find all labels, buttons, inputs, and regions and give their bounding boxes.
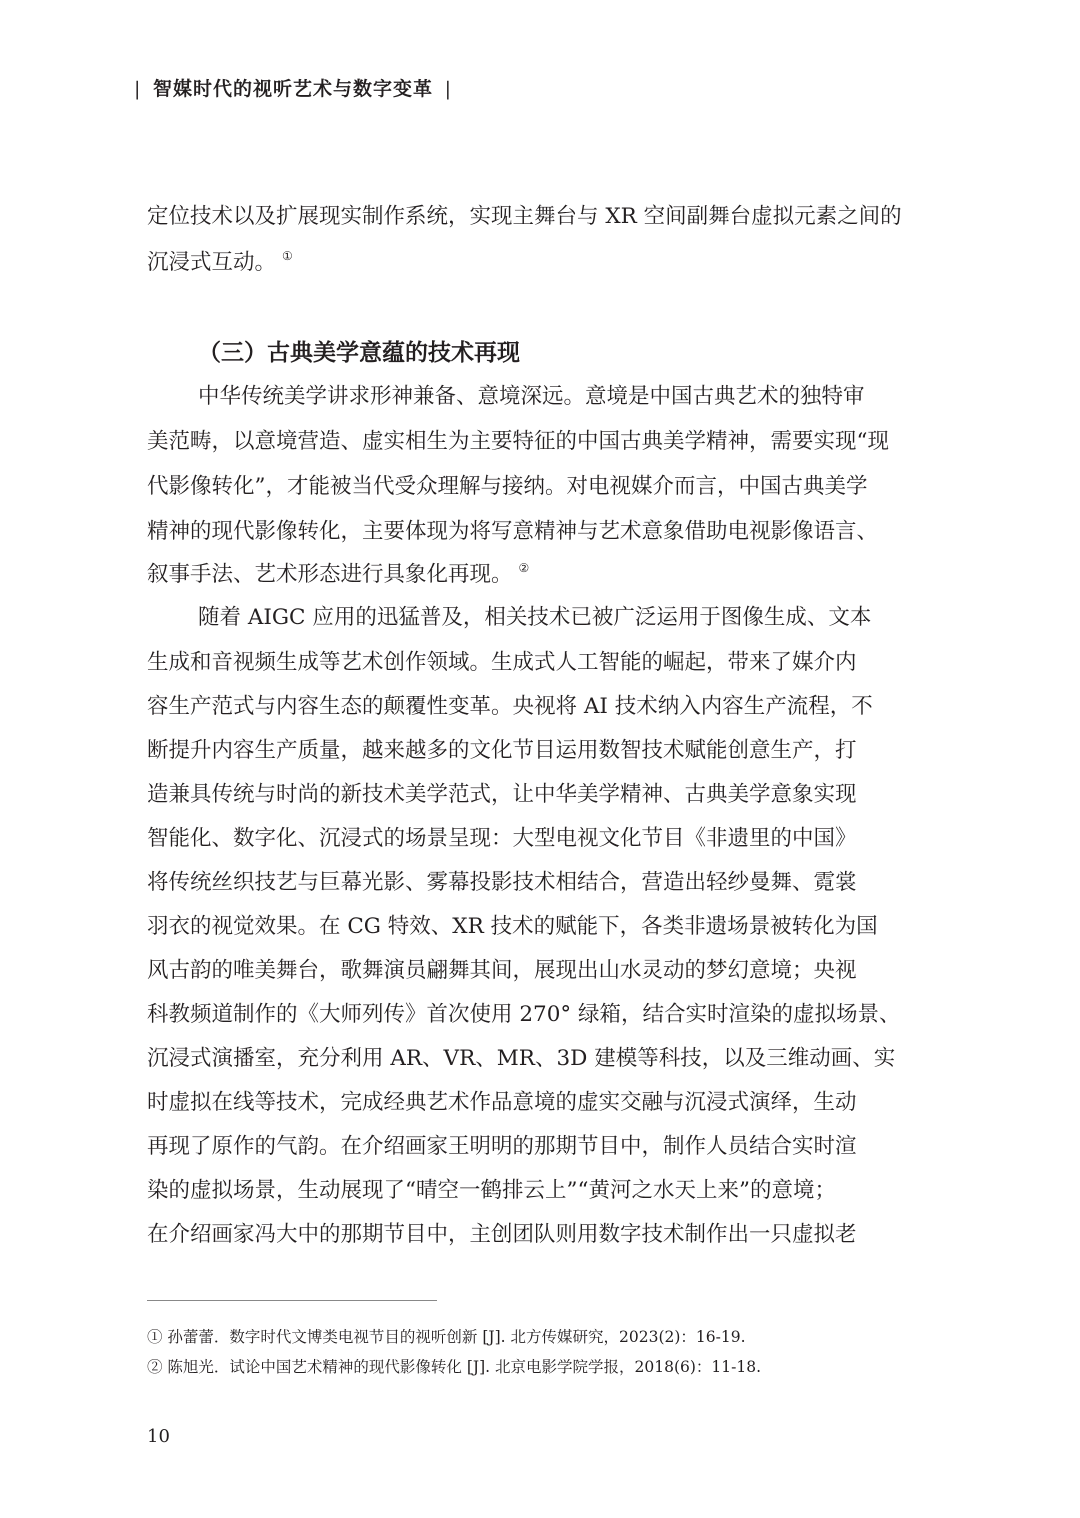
page-number: 10 (147, 1426, 170, 1447)
text-line: 染的虚拟场景，生动展现了“晴空一鹤排云上”“黄河之水天上来”的意境； (147, 1178, 836, 1203)
text-line-content: 沉浸式互动。 (147, 250, 277, 275)
running-head-right-bar: | (444, 78, 453, 100)
footnote-marker: ① (282, 249, 293, 263)
text-line: 时虚拟在线等技术，完成经典艺术作品意境的虚实交融与沉浸式演绎，生动 (147, 1090, 857, 1115)
text-line: 断提升内容生产质量，越来越多的文化节目运用数智技术赋能创意生产，打 (147, 738, 857, 763)
text-line: 风古韵的唯美舞台，歌舞演员翩舞其间，展现出山水灵动的梦幻意境；央视 (147, 958, 857, 983)
text-line: 精神的现代影像转化，主要体现为将写意精神与艺术意象借助电视影像语言、 (147, 519, 879, 544)
text-line (147, 557, 529, 588)
running-head-title: 智媒时代的视听艺术与数字变革 (153, 78, 434, 100)
text-line: 容生产范式与内容生态的颠覆性变革。央视将 AI 技术纳入内容生产流程，不 (147, 694, 873, 719)
text-line: 再现了原作的气韵。在介绍画家王明明的那期节目中，制作人员结合实时渲 (147, 1134, 857, 1159)
text-line-content: 叙事手法、艺术形态进行具象化再现。 (147, 562, 513, 587)
running-head-left-bar: | (134, 78, 142, 100)
footnote-1: ① 孙蕾蕾．数字时代文博类电视节目的视听创新 [J]. 北方传媒研究，2023(2)：16-19. (147, 1328, 746, 1346)
text-line: 在介绍画家冯大中的那期节目中，主创团队则用数字技术制作出一只虚拟老 (147, 1222, 857, 1247)
text-line: 美范畴，以意境营造、虚实相生为主要特征的中国古典美学精神，需要实现“现 (147, 429, 889, 454)
footnote-2: ② 陈旭光．试论中国艺术精神的现代影像转化 [J]. 北京电影学院学报，2018(6)：11-18. (147, 1358, 762, 1376)
running-head (130, 74, 456, 101)
text-line: 定位技术以及扩展现实制作系统，实现主舞台与 XR 空间副舞台虚拟元素之间的 (147, 204, 902, 229)
text-line (147, 245, 293, 276)
text-line: 造兼具传统与时尚的新技术美学范式，让中华美学精神、古典美学意象实现 (147, 782, 857, 807)
text-line: 中华传统美学讲求形神兼备、意境深远。意境是中国古典艺术的独特审 (198, 384, 865, 409)
text-line: 智能化、数字化、沉浸式的场景呈现：大型电视文化节目《非遗里的中国》 (147, 826, 857, 851)
text-line: 代影像转化”，才能被当代受众理解与接纳。对电视媒介而言，中国古典美学 (147, 474, 868, 499)
text-line: 科教频道制作的《大师列传》首次使用 270° 绿箱，结合实时渲染的虚拟场景、 (147, 1002, 901, 1027)
text-line: 随着 AIGC 应用的迅猛普及，相关技术已被广泛运用于图像生成、文本 (198, 605, 872, 630)
text-line: 沉浸式演播室，充分利用 AR、VR、MR、3D 建模等科技，以及三维动画、实 (147, 1046, 896, 1071)
footnote-marker: ② (518, 561, 530, 575)
text-line: 羽衣的视觉效果。在 CG 特效、XR 技术的赋能下，各类非遗场景被转化为国 (147, 914, 878, 939)
text-line: 生成和音视频生成等艺术创作领域。生成式人工智能的崛起，带来了媒介内 (147, 650, 857, 675)
section-heading: （三）古典美学意蕴的技术再现 (198, 339, 520, 366)
footnote-rule (147, 1300, 437, 1301)
text-line: 将传统丝织技艺与巨幕光影、雾幕投影技术相结合，营造出轻纱曼舞、霓裳 (147, 870, 857, 895)
